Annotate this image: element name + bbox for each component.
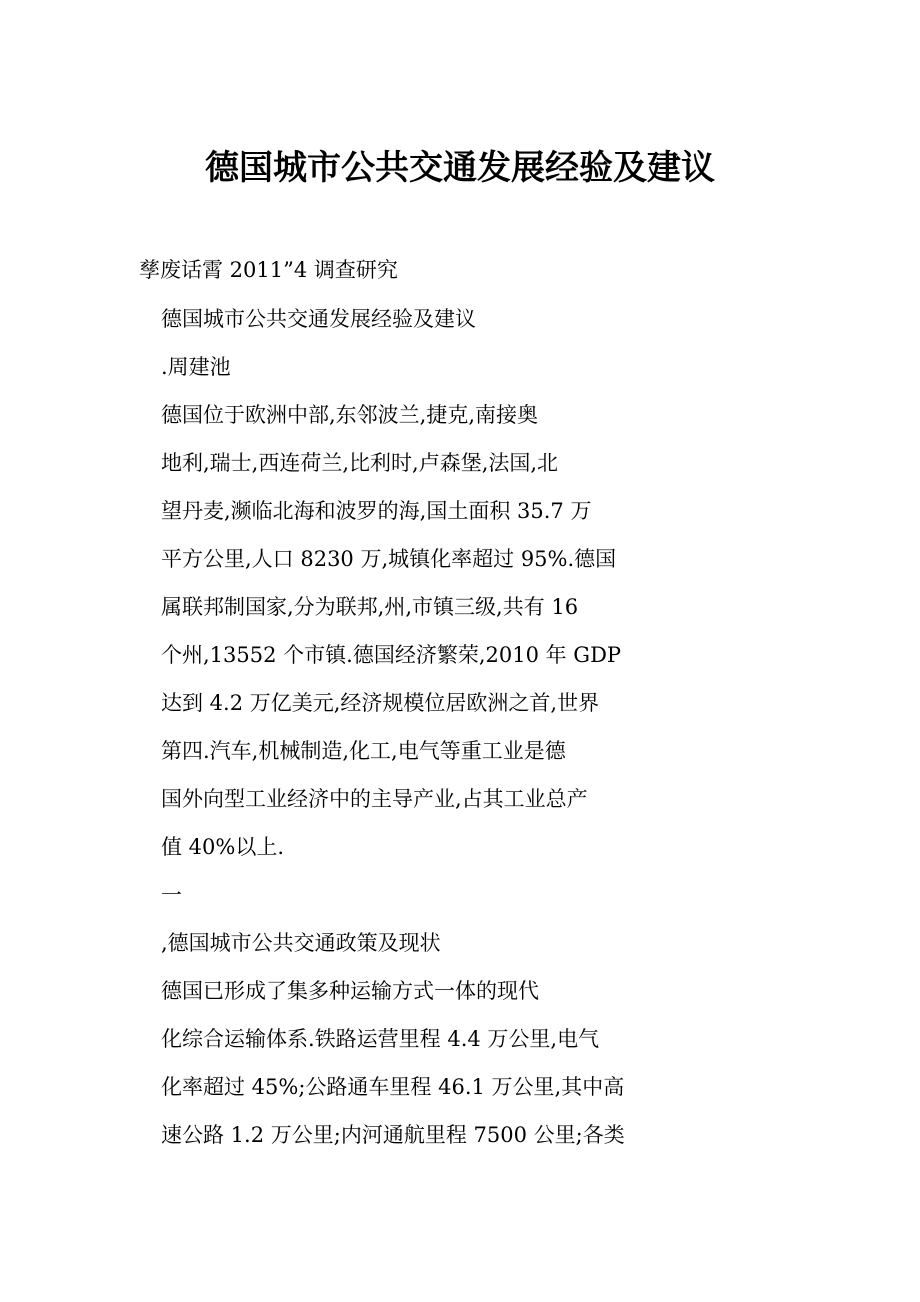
body-line: 化率超过 45%;公路通车里程 46.1 万公里,其中高 bbox=[161, 1075, 625, 1099]
article-body bbox=[161, 303, 625, 1167]
body-line: 德国城市公共交通发展经验及建议 bbox=[161, 307, 476, 331]
body-line: 达到 4.2 万亿美元,经济规模位居欧洲之首,世界 bbox=[161, 691, 600, 715]
body-line: 化综合运输体系.铁路运营里程 4.4 万公里,电气 bbox=[161, 1027, 600, 1051]
section-heading: ,德国城市公共交通政策及现状 bbox=[161, 931, 441, 955]
body-line: 值 40%以上. bbox=[161, 835, 285, 859]
body-line: 地利,瑞士,西连荷兰,比利时,卢森堡,法国,北 bbox=[161, 451, 559, 475]
body-line: .周建池 bbox=[161, 355, 231, 379]
body-line: 德国位于欧洲中部,东邻波兰,捷克,南接奥 bbox=[161, 403, 539, 427]
section-heading-numeral: 一 bbox=[161, 883, 182, 907]
body-line: 属联邦制国家,分为联邦,州,市镇三级,共有 16 bbox=[161, 595, 579, 619]
body-line: 国外向型工业经济中的主导产业,占其工业总产 bbox=[161, 787, 588, 811]
body-line: 速公路 1.2 万公里;内河通航里程 7500 公里;各类 bbox=[161, 1123, 625, 1147]
body-line: 望丹麦,濒临北海和波罗的海,国土面积 35.7 万 bbox=[161, 499, 592, 523]
body-line: 德国已形成了集多种运输方式一体的现代 bbox=[161, 979, 539, 1003]
journal-meta-line: 孳废话霄 2011”4 调查研究 bbox=[139, 258, 398, 282]
document-title: 德国城市公共交通发展经验及建议 bbox=[205, 148, 715, 188]
body-line: 平方公里,人口 8230 万,城镇化率超过 95%.德国 bbox=[161, 547, 617, 571]
body-line: 个州,13552 个市镇.德国经济繁荣,2010 年 GDP bbox=[161, 643, 622, 667]
body-line: 第四.汽车,机械制造,化工,电气等重工业是德 bbox=[161, 739, 566, 763]
